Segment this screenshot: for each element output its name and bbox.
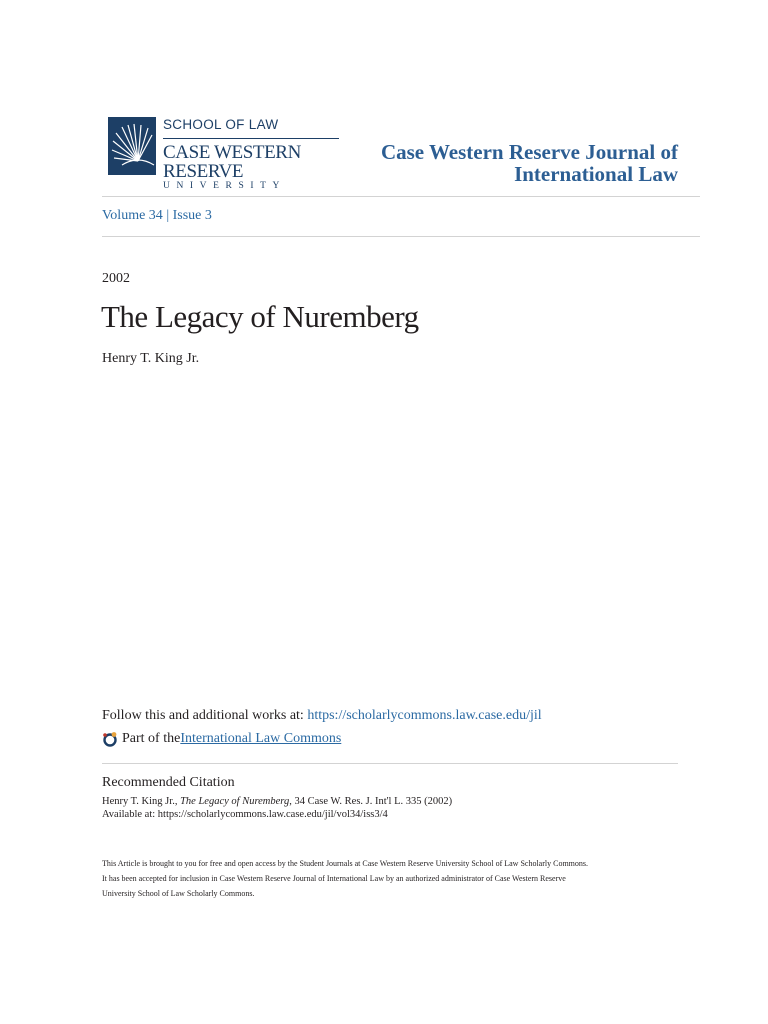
journal-title-line1: Case Western Reserve Journal of [380, 140, 678, 164]
citation-title: The Legacy of Nuremberg [180, 796, 290, 807]
header-divider [102, 196, 700, 197]
citation-suffix: , 34 Case W. Res. J. Int'l L. 335 (2002) [289, 796, 453, 807]
part-of-line [102, 731, 341, 747]
logo-school-of-law: SCHOOL OF LAW [163, 117, 279, 132]
journal-title-line2: International Law [514, 162, 678, 186]
journal-title-link[interactable] [348, 141, 678, 185]
citation-available-at: Available at: https://scholarlycommons.law.case.edu/jil/vol34/iss3/4 [102, 809, 388, 820]
follow-line [102, 708, 542, 724]
issue-link[interactable]: Issue 3 [172, 208, 212, 223]
part-of-label: Part of the [122, 731, 181, 746]
notice-line2: It has been accepted for inclusion in Case Western Reserve Journal of International Law by an authorized administrator of Case Western Reserve [102, 874, 566, 883]
access-notice [102, 856, 682, 901]
issue-divider [102, 236, 700, 237]
citation-prefix: Henry T. King Jr., [102, 796, 181, 807]
bepress-network-icon [102, 731, 118, 747]
recommended-citation-heading: Recommended Citation [102, 775, 235, 790]
article-title: The Legacy of Nuremberg [101, 299, 419, 334]
logo-wordmark [163, 117, 341, 192]
logo-university: UNIVERSITY [163, 181, 286, 191]
citation-text [102, 796, 452, 807]
logo-institution-name: CASE WESTERN RESERVE [163, 142, 301, 182]
citation-divider [102, 763, 678, 764]
notice-line1: This Article is brought to you for free and open access by the Student Journals at Case Western Reserve University School of Law Scholarly Commons. [102, 859, 588, 868]
sunburst-mark-icon [108, 117, 156, 175]
breadcrumb-separator: | [166, 208, 170, 223]
school-logo [108, 117, 338, 191]
logo-divider [163, 138, 339, 139]
international-law-commons-link[interactable]: International Law Commons [180, 731, 342, 746]
follow-url-link[interactable]: https://scholarlycommons.law.case.edu/jil [307, 708, 542, 723]
publication-year: 2002 [102, 271, 130, 286]
follow-label: Follow this and additional works at: [102, 708, 308, 723]
notice-line3: University School of Law Scholarly Commons. [102, 889, 255, 898]
issue-breadcrumb [102, 208, 212, 224]
article-author: Henry T. King Jr. [102, 351, 200, 366]
volume-link[interactable]: Volume 34 [102, 208, 163, 223]
